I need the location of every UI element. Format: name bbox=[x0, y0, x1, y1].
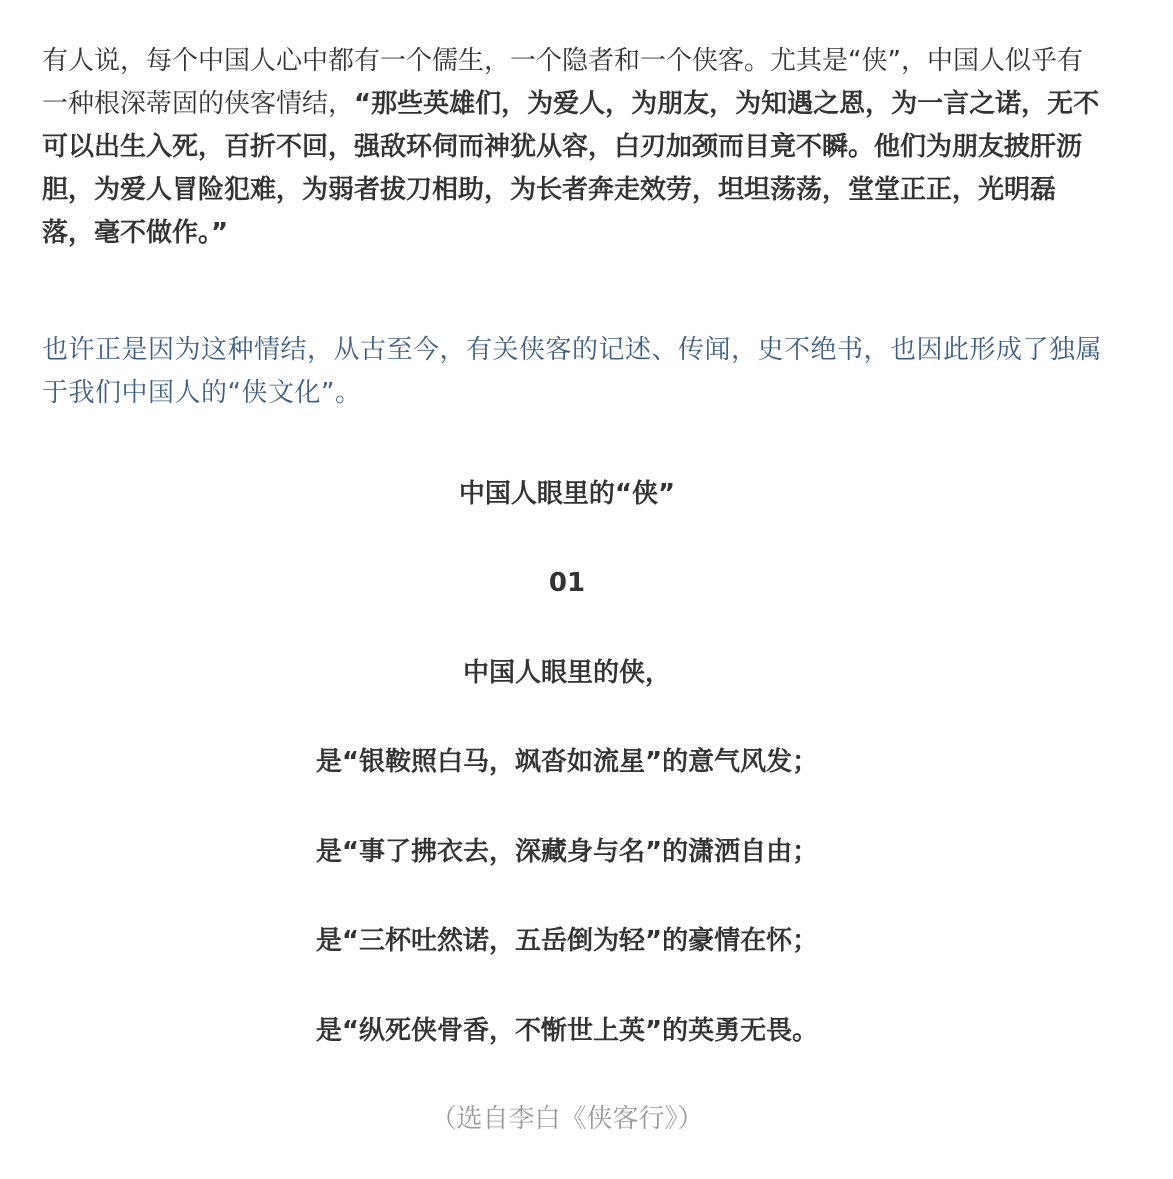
section-number: 01 bbox=[548, 568, 586, 598]
article-content bbox=[42, 40, 1103, 1134]
poem-line: 中国人眼里的侠， bbox=[462, 658, 671, 688]
caption: （选自李白《侠客行》） bbox=[430, 1104, 704, 1134]
intro-bold-quote: “那些英雄们，为爱人，为朋友，为知遇之恩，为一言之诺，无不可以出生入死，百折不回，强敌环伺而神犹从容，白刃加颈而目竟不瞬。他们为朋友披肝沥胆，为爱人冒险犯难，为弱者拔刀相助，为长者奔走效劳，坦坦荡荡，堂堂正正，光明磊落，毫不做作。” bbox=[42, 89, 1100, 248]
poem-line: 是“事了拂衣去，深藏身与名”的潇洒自由； bbox=[315, 837, 819, 867]
intro-paragraph bbox=[42, 40, 1102, 255]
poem-line: 是“银鞍照白马，飒沓如流星”的意气风发； bbox=[315, 747, 819, 777]
poem-line: 是“纵死侠骨香，不惭世上英”的英勇无畏。 bbox=[315, 1016, 819, 1046]
second-paragraph: 也许正是因为这种情结，从古至今，有关侠客的记述、传闻，史不绝书，也因此形成了独属于我们中国人的“侠文化”。 bbox=[42, 335, 1103, 408]
intro-plain-text: 有人说，每个中国人心中都有一个儒生，一个隐者和一个侠客。尤其是“侠”，中国人似乎有一种根深蒂固的侠客情结， bbox=[42, 46, 1083, 119]
section-title: 中国人眼里的“侠” bbox=[458, 479, 676, 509]
poem-line: 是“三杯吐然诺，五岳倒为轻”的豪情在怀； bbox=[315, 926, 819, 956]
